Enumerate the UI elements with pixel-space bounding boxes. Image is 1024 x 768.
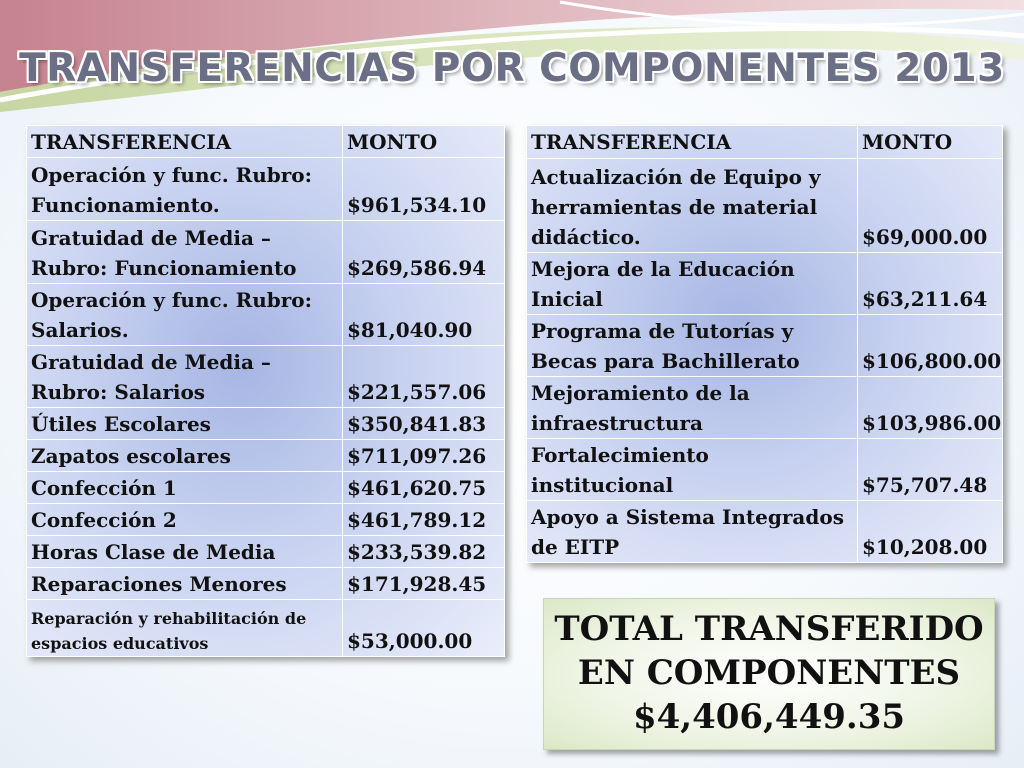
cell-transferencia: Apoyo a Sistema Integrados de EITP xyxy=(527,501,858,563)
table-row xyxy=(27,536,505,568)
header-transferencia: TRANSFERENCIA xyxy=(527,126,858,159)
table-row xyxy=(27,408,505,440)
table-row xyxy=(27,600,505,657)
cell-monto: $461,620.75 xyxy=(343,472,505,504)
transferencias-table-right xyxy=(526,125,1003,563)
table-header-row xyxy=(527,126,1003,159)
cell-transferencia: Programa de Tutorías y Becas para Bachillerato xyxy=(527,315,858,377)
header-transferencia: TRANSFERENCIA xyxy=(27,126,343,158)
table-row xyxy=(527,315,1003,377)
cell-transferencia: Confección 2 xyxy=(27,504,343,536)
cell-monto: $221,557.06 xyxy=(343,346,505,408)
table-row xyxy=(27,284,505,346)
table-row xyxy=(527,253,1003,315)
cell-monto: $75,707.48 xyxy=(858,439,1003,501)
cell-transferencia: Actualización de Equipo y herramientas de material didáctico. xyxy=(527,159,858,253)
total-label-line1: TOTAL TRANSFERIDO xyxy=(554,609,984,649)
total-amount: $4,406,449.35 xyxy=(632,697,906,737)
table-row xyxy=(27,440,505,472)
cell-transferencia: Mejora de la Educación Inicial xyxy=(527,253,858,315)
table-row xyxy=(27,346,505,408)
table-row xyxy=(527,439,1003,501)
cell-monto: $961,534.10 xyxy=(343,158,505,221)
total-label-line2: EN COMPONENTES xyxy=(577,653,961,693)
table-header-row xyxy=(27,126,505,158)
table-row xyxy=(27,221,505,284)
cell-transferencia: Reparación y rehabilitación de espacios educativos xyxy=(27,600,343,657)
cell-transferencia: Fortalecimiento institucional xyxy=(527,439,858,501)
table-row xyxy=(27,158,505,221)
cell-monto: $81,040.90 xyxy=(343,284,505,346)
table-row xyxy=(527,501,1003,563)
cell-transferencia: Operación y func. Rubro: Salarios. xyxy=(27,284,343,346)
table-row xyxy=(527,377,1003,439)
cell-monto: $69,000.00 xyxy=(858,159,1003,253)
cell-monto: $233,539.82 xyxy=(343,536,505,568)
cell-transferencia: Confección 1 xyxy=(27,472,343,504)
cell-monto: $711,097.26 xyxy=(343,440,505,472)
cell-transferencia: Mejoramiento de la infraestructura xyxy=(527,377,858,439)
cell-monto: $53,000.00 xyxy=(343,600,505,657)
header-monto: MONTO xyxy=(858,126,1003,159)
cell-transferencia: Horas Clase de Media xyxy=(27,536,343,568)
cell-monto: $461,789.12 xyxy=(343,504,505,536)
cell-transferencia: Operación y func. Rubro: Funcionamiento. xyxy=(27,158,343,221)
header-monto: MONTO xyxy=(343,126,505,158)
transferencias-table-left xyxy=(26,125,505,657)
cell-monto: $10,208.00 xyxy=(858,501,1003,563)
cell-transferencia: Reparaciones Menores xyxy=(27,568,343,600)
cell-transferencia: Gratuidad de Media – Rubro: Salarios xyxy=(27,346,343,408)
table-row xyxy=(27,504,505,536)
cell-transferencia: Útiles Escolares xyxy=(27,408,343,440)
table-row xyxy=(527,159,1003,253)
cell-monto: $171,928.45 xyxy=(343,568,505,600)
cell-monto: $63,211.64 xyxy=(858,253,1003,315)
cell-transferencia: Zapatos escolares xyxy=(27,440,343,472)
slide-title: TRANSFERENCIAS POR COMPONENTES 2013 xyxy=(19,46,1005,91)
cell-monto: $269,586.94 xyxy=(343,221,505,284)
cell-monto: $350,841.83 xyxy=(343,408,505,440)
total-box xyxy=(543,598,995,750)
table-row xyxy=(27,568,505,600)
cell-monto: $106,800.00 xyxy=(858,315,1003,377)
cell-monto: $103,986.00 xyxy=(858,377,1003,439)
cell-transferencia: Gratuidad de Media – Rubro: Funcionamiento xyxy=(27,221,343,284)
table-row xyxy=(27,472,505,504)
